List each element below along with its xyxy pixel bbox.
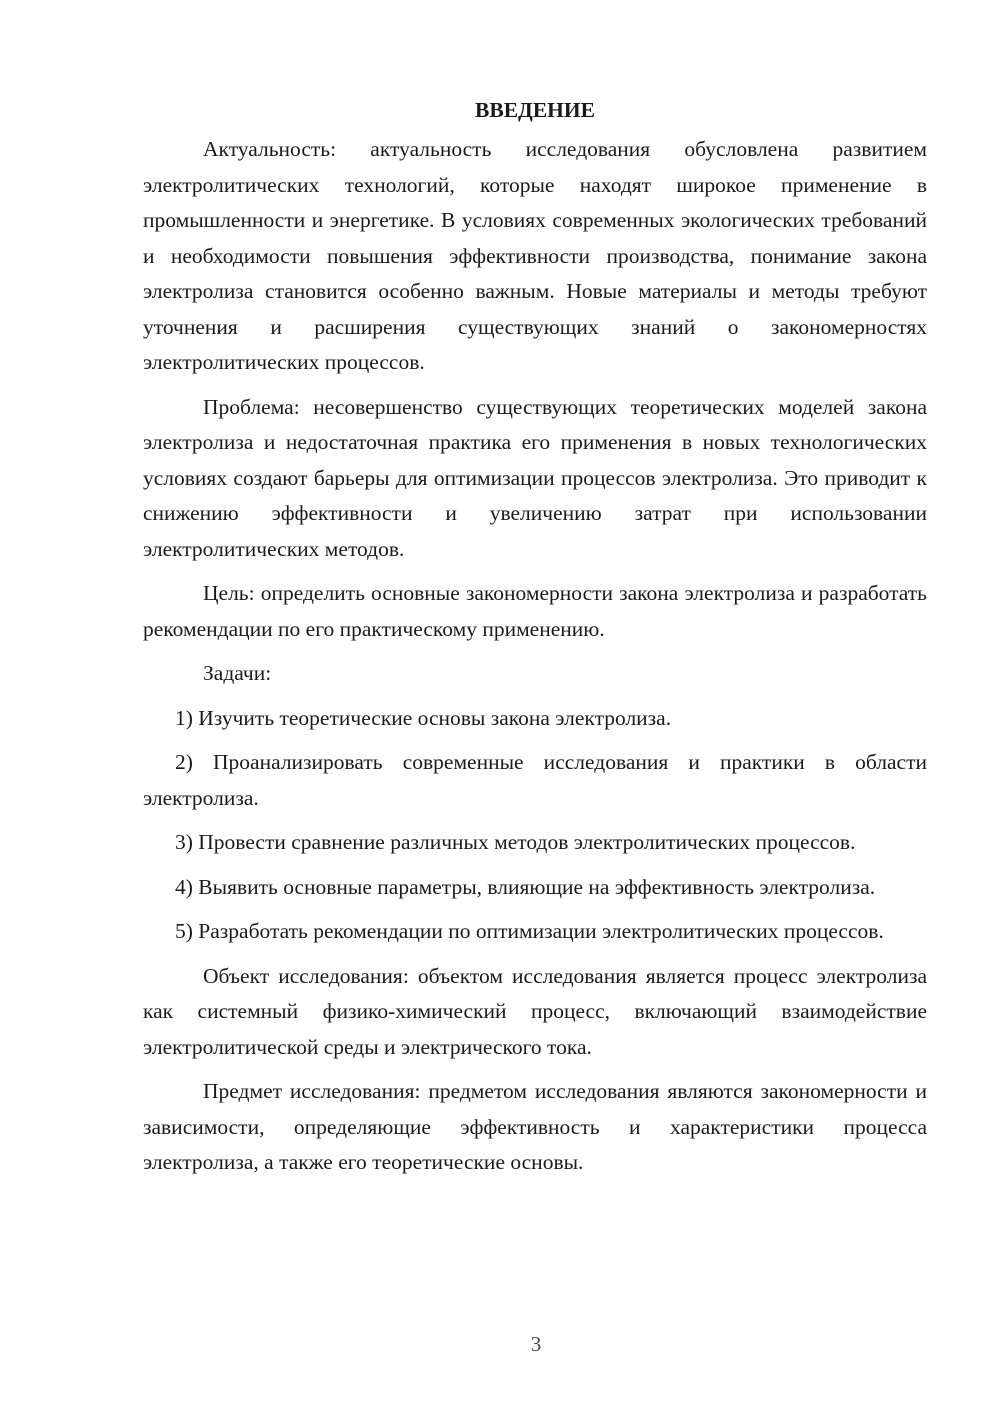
section-heading: ВВЕДЕНИЕ bbox=[475, 98, 595, 122]
paragraph-object: Объект исследования: объектом исследования является процесс электролиза как системный физико-химический процесс, включающий взаимодействие электролитической среды и электрического тока. bbox=[143, 963, 927, 1059]
task-item: 4) Выявить основные параметры, влияющие на эффективность электролиза. bbox=[175, 874, 876, 899]
task-item: 2) Проанализировать современные исследования и практики в области электролиза. bbox=[143, 750, 927, 810]
paragraph-goal: Цель: определить основные закономерности закона электролиза и разработать рекомендации по его практическому применению. bbox=[143, 581, 927, 641]
task-item: 3) Провести сравнение различных методов электролитических процессов. bbox=[175, 830, 856, 854]
task-item: 1) Изучить теоретические основы закона электролиза. bbox=[175, 705, 672, 730]
page-number: 3 bbox=[530, 1332, 542, 1356]
paragraph-relevance: Актуальность: актуальность исследования обусловлена развитием электролитических технологий, которые находят широкое применение в промышленности и энергетике. В условиях современных экологических требований и необходимости повышения эффективности производства, понимание закона электролиза становится особенно важным. Новые материалы и методы требуют уточнения и расширения существующих знаний о закономерностях электролитических процессов. bbox=[143, 137, 927, 374]
paragraph-tasks-label: Задачи: bbox=[203, 661, 272, 685]
paragraph-subject: Предмет исследования: предметом исследования являются закономерности и зависимости, определяющие эффективность и характеристики процесса электролиза, а также его теоретические основы. bbox=[143, 1079, 927, 1174]
page-content bbox=[143, 92, 927, 1181]
task-item: 5) Разработать рекомендации по оптимизации электролитических процессов. bbox=[175, 919, 884, 943]
paragraph-problem: Проблема: несовершенство существующих теоретических моделей закона электролиза и недостаточная практика его применения в новых технологических условиях создают барьеры для оптимизации процессов электролиза. Это приводит к снижению эффективности и увеличению затрат при использовании электролитических методов. bbox=[143, 394, 927, 561]
